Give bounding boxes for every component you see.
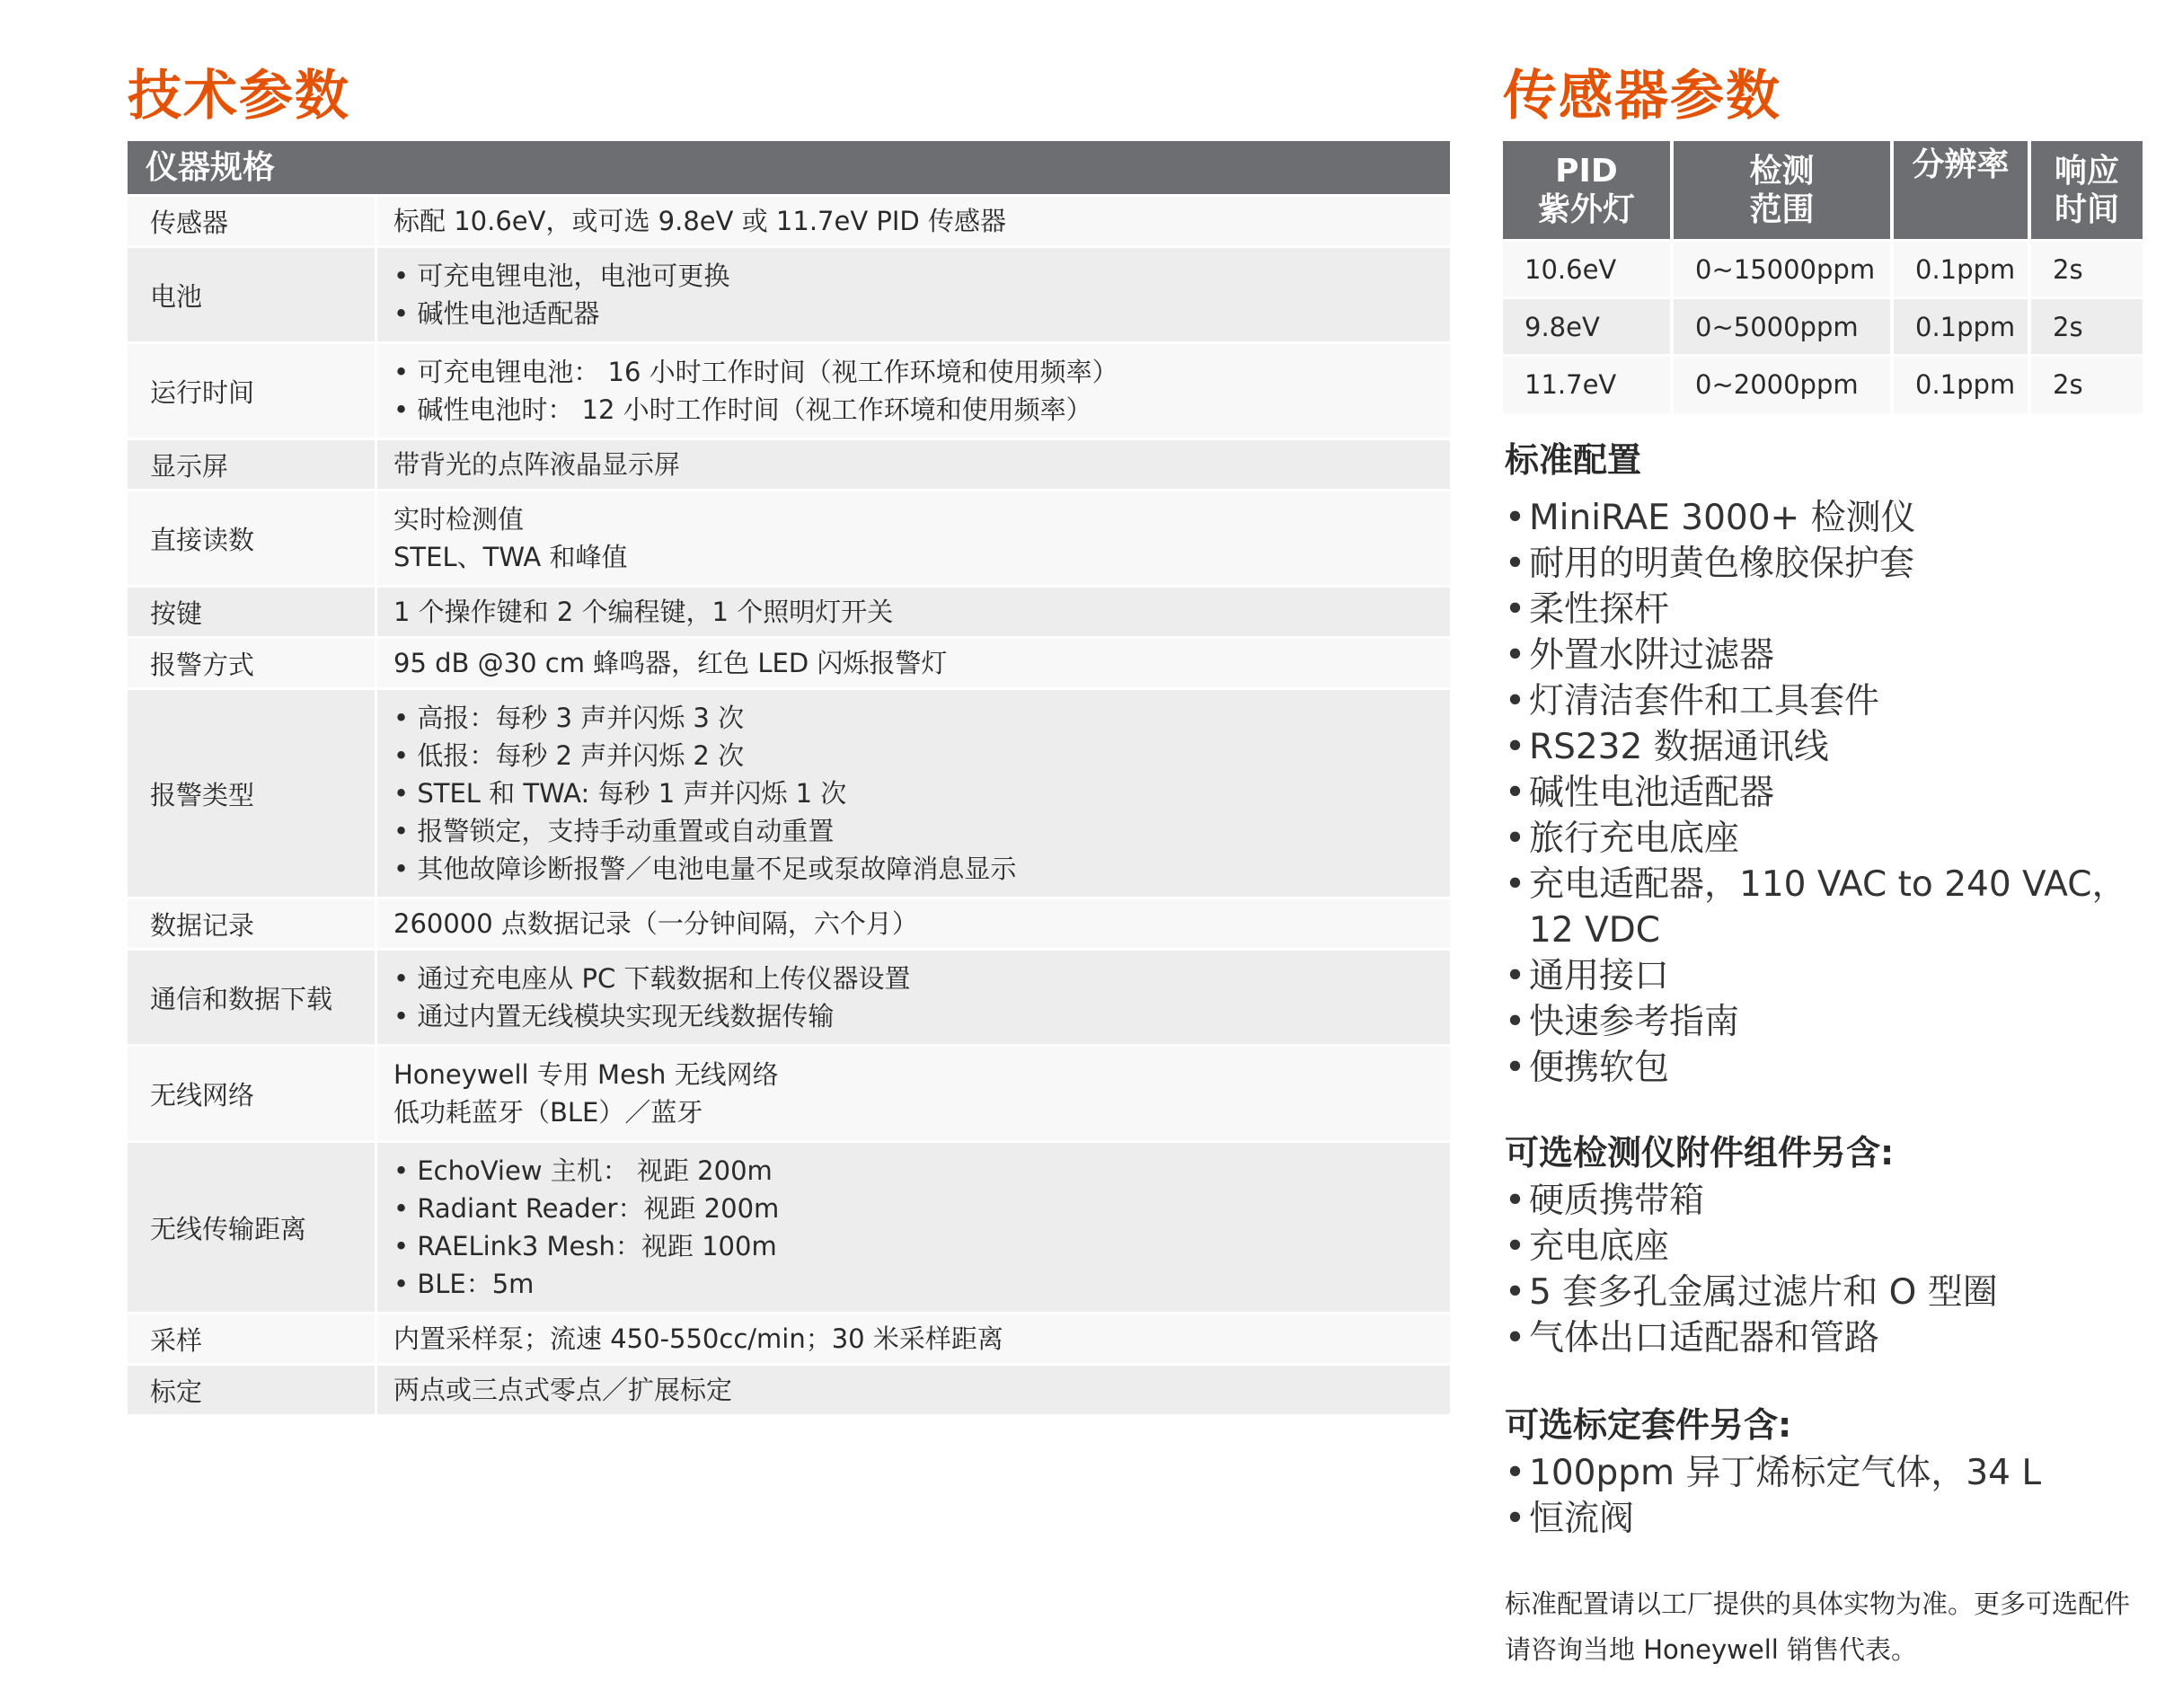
footnote: 标准配置请以工厂提供的具体实物为准。更多可选配件请咨询当地 Honeywell 销售代表。 <box>1505 1589 2131 1665</box>
optional-calibration-heading: 可选标定套件另含: <box>1505 1405 1792 1445</box>
spec-value-line: 标配 10.6eV，或可选 9.8eV 或 11.7eV PID 传感器 <box>393 206 1006 236</box>
sensor-cell: 2s <box>2029 298 2143 356</box>
sensor-cell: 9.8eV <box>1503 298 1672 356</box>
spec-value-line: • 碱性电池适配器 <box>393 298 600 329</box>
spec-value <box>377 639 1450 687</box>
spec-value-line: • Radiant Reader：视距 200m <box>393 1193 780 1224</box>
sensor-table-body <box>1503 241 2143 413</box>
spec-label: 通信和数据下载 <box>128 951 377 1044</box>
spec-value-line: • 碱性电池时： 12 小时工作时间（视工作环境和使用频率） <box>393 394 1092 425</box>
sensor-header-line: 响应 <box>2054 152 2119 190</box>
list-item: • 旅行充电底座 <box>1505 816 2143 862</box>
sensor-row <box>1503 241 2143 298</box>
spec-value-line: • 通过内置无线模块实现无线数据传输 <box>393 1001 835 1031</box>
sensor-row <box>1503 298 2143 356</box>
sensor-header-line: 紫外灯 <box>1537 190 1635 228</box>
list-item: • RS232 数据通讯线 <box>1505 724 2143 770</box>
spec-row <box>128 489 1450 585</box>
list-item: • 气体出口适配器和管路 <box>1505 1315 2143 1361</box>
spec-value-line: • 高报：每秒 3 声并闪烁 3 次 <box>393 703 745 733</box>
list-item: • 灯清洁套件和工具套件 <box>1505 678 2143 724</box>
sensor-header-line: 范围 <box>1749 190 1815 228</box>
sensor-header-cell <box>1503 141 1672 241</box>
spec-row <box>128 687 1450 897</box>
spec-value-line: • 可充电锂电池，电池可更换 <box>393 261 730 291</box>
spec-value-line: • BLE：5m <box>393 1269 535 1299</box>
spec-row <box>128 438 1450 489</box>
spec-value-line: 两点或三点式零点／扩展标定 <box>393 1375 733 1405</box>
sensor-header-cell <box>1892 141 2029 241</box>
spec-value <box>377 344 1450 438</box>
list-item: • 硬质携带箱 <box>1505 1178 2143 1224</box>
spec-value-line: STEL、TWA 和峰值 <box>393 542 628 572</box>
spec-value-line: 带背光的点阵液晶显示屏 <box>393 449 681 480</box>
spec-label: 报警类型 <box>128 690 377 897</box>
spec-table <box>128 141 1450 1414</box>
spec-value-line: • 其他故障诊断报警／电池电量不足或泵故障消息显示 <box>393 854 1017 884</box>
spec-value-line: Honeywell 专用 Mesh 无线网络 <box>393 1059 779 1090</box>
spec-value-line: 260000 点数据记录（一分钟间隔，六个月） <box>393 908 918 939</box>
spec-value <box>377 1314 1450 1363</box>
list-item: • 便携软包 <box>1505 1045 2143 1091</box>
spec-value-line: 1 个操作键和 2 个编程键，1 个照明灯开关 <box>393 597 894 627</box>
spec-value-line: 95 dB @30 cm 蜂鸣器，红色 LED 闪烁报警灯 <box>393 648 948 678</box>
spec-table-header: 仪器规格 <box>128 141 1450 194</box>
spec-value-line: 实时检测值 <box>393 504 525 535</box>
spec-value <box>377 899 1450 948</box>
sensor-table <box>1503 141 2143 413</box>
spec-row <box>128 245 1450 341</box>
spec-value-line: • 低报：每秒 2 声并闪烁 2 次 <box>393 740 745 771</box>
spec-row <box>128 636 1450 687</box>
spec-value <box>377 1047 1450 1140</box>
spec-label: 采样 <box>128 1314 377 1363</box>
spec-row <box>128 585 1450 636</box>
list-item: • 充电适配器，110 VAC to 240 VAC，12 VDC <box>1505 862 2143 953</box>
sensor-cell: 0~5000ppm <box>1672 298 1892 356</box>
list-item: • 通用接口 <box>1505 953 2143 999</box>
spec-label: 传感器 <box>128 197 377 245</box>
spec-value-line: • 通过充电座从 PC 下载数据和上传仪器设置 <box>393 963 911 994</box>
standard-config-heading: 标准配置 <box>1505 440 1642 480</box>
spec-value <box>377 440 1450 489</box>
sensor-params-title: 传感器参数 <box>1503 65 1781 128</box>
spec-label: 数据记录 <box>128 899 377 948</box>
spec-value-line: • RAELink3 Mesh：视距 100m <box>393 1231 777 1261</box>
list-item: • MiniRAE 3000+ 检测仪 <box>1505 495 2143 541</box>
spec-row <box>128 341 1450 438</box>
sensor-header-cell <box>2029 141 2143 241</box>
spec-row <box>128 1140 1450 1312</box>
sensor-cell: 0.1ppm <box>1892 356 2029 413</box>
spec-label: 标定 <box>128 1366 377 1414</box>
sensor-cell: 10.6eV <box>1503 241 1672 298</box>
spec-value <box>377 1143 1450 1312</box>
tech-params-title: 技术参数 <box>128 65 350 128</box>
list-item: • 快速参考指南 <box>1505 999 2143 1045</box>
optional-accessories-heading: 可选检测仪附件组件另含: <box>1505 1133 1895 1173</box>
spec-row <box>128 194 1450 245</box>
spec-row <box>128 1044 1450 1140</box>
spec-value-line: • STEL 和 TWA: 每秒 1 声并闪烁 1 次 <box>393 778 847 809</box>
spec-label: 无线传输距离 <box>128 1143 377 1312</box>
list-item: • 柔性探杆 <box>1505 587 2143 633</box>
spec-value-line: • 报警锁定，支持手动重置或自动重置 <box>393 816 835 846</box>
spec-label: 显示屏 <box>128 440 377 489</box>
spec-value <box>377 491 1450 585</box>
sensor-header-line: 检测 <box>1749 152 1815 190</box>
list-item: • 碱性电池适配器 <box>1505 770 2143 816</box>
spec-label: 电池 <box>128 248 377 341</box>
spec-label: 无线网络 <box>128 1047 377 1140</box>
spec-table-body <box>128 194 1450 1414</box>
optional-calibration-list <box>1505 1450 2143 1542</box>
sensor-cell: 0.1ppm <box>1892 241 2029 298</box>
standard-config-list <box>1505 495 2143 1091</box>
spec-row <box>128 897 1450 948</box>
sensor-header-cell <box>1672 141 1892 241</box>
sensor-cell: 0~15000ppm <box>1672 241 1892 298</box>
spec-value-line: 内置采样泵；流速 450-550cc/min；30 米采样距离 <box>393 1323 1003 1354</box>
spec-value <box>377 248 1450 341</box>
sensor-cell: 11.7eV <box>1503 356 1672 413</box>
list-item: • 恒流阀 <box>1505 1496 2143 1542</box>
sensor-header-line: PID <box>1555 152 1618 190</box>
sensor-table-header <box>1503 141 2143 241</box>
list-item: • 充电底座 <box>1505 1224 2143 1270</box>
spec-value-line: • 可充电锂电池： 16 小时工作时间（视工作环境和使用频率） <box>393 357 1118 387</box>
sensor-cell: 0.1ppm <box>1892 298 2029 356</box>
sensor-header-line: 分辨率 <box>1912 146 2010 183</box>
spec-value <box>377 588 1450 636</box>
spec-row <box>128 1312 1450 1363</box>
spec-row <box>128 1363 1450 1414</box>
spec-row <box>128 948 1450 1044</box>
spec-value <box>377 1366 1450 1414</box>
list-item: • 5 套多孔金属过滤片和 O 型圈 <box>1505 1270 2143 1315</box>
list-item: • 耐用的明黄色橡胶保护套 <box>1505 541 2143 587</box>
spec-value <box>377 690 1450 897</box>
spec-label: 报警方式 <box>128 639 377 687</box>
spec-label: 运行时间 <box>128 344 377 438</box>
spec-label: 按键 <box>128 588 377 636</box>
sensor-cell: 2s <box>2029 241 2143 298</box>
spec-value <box>377 197 1450 245</box>
sensor-cell: 0~2000ppm <box>1672 356 1892 413</box>
sensor-cell: 2s <box>2029 356 2143 413</box>
sensor-row <box>1503 356 2143 413</box>
sensor-header-line: 时间 <box>2054 190 2119 228</box>
spec-value-line: • EchoView 主机： 视距 200m <box>393 1155 773 1186</box>
list-item: • 外置水阱过滤器 <box>1505 633 2143 678</box>
spec-label: 直接读数 <box>128 491 377 585</box>
list-item: • 100ppm 异丁烯标定气体，34 L <box>1505 1450 2143 1496</box>
spec-value <box>377 951 1450 1044</box>
spec-value-line: 低功耗蓝牙（BLE）／蓝牙 <box>393 1097 703 1128</box>
optional-accessories-list <box>1505 1178 2143 1361</box>
